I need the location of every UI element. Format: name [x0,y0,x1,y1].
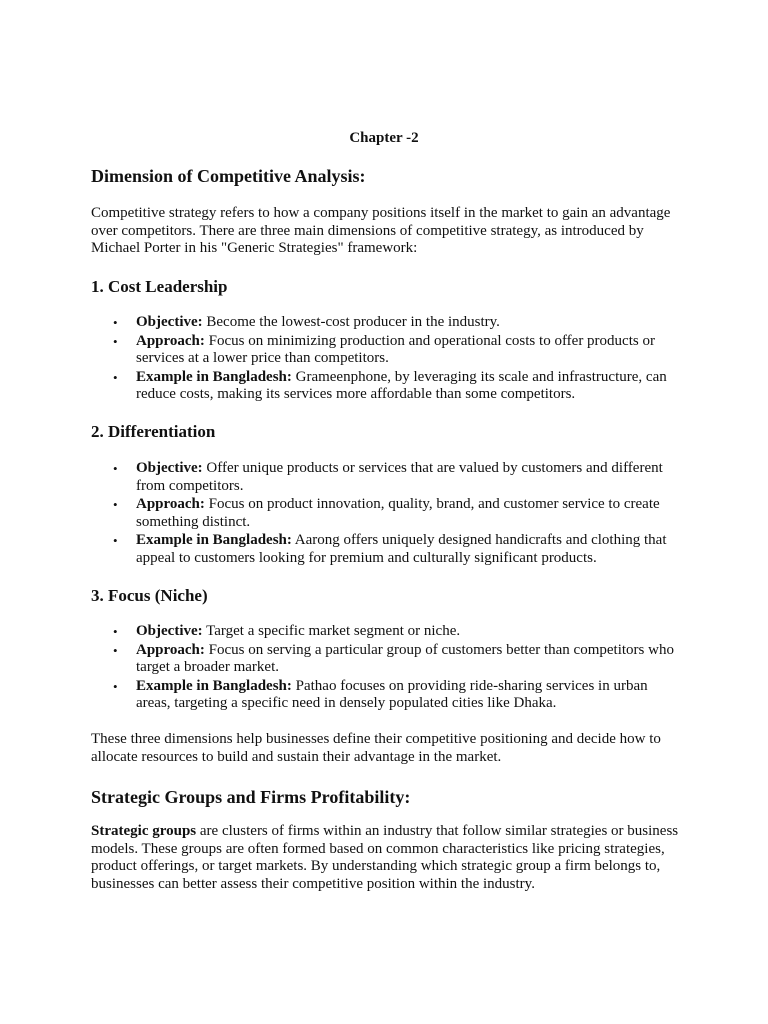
list-item [91,460,681,495]
strategic-groups-text: are clusters of firms within an industry that follow similar strategies or business models. These groups are often formed based on common characteristics like pricing strategies, product offerings, or target markets. By understanding which strategic group a firm belongs to, businesses can better assess their competitive position within the industry. [91,823,679,892]
item-text: Grameenphone, by leveraging its scale and infrastructure, can reduce costs, making its services more affordable than some competitors. [136,368,667,402]
item-label: Example in Bangladesh: [136,532,292,548]
item-label: Approach: [136,496,205,512]
item-label: Example in Bangladesh: [136,368,292,385]
item-text: Aarong offers uniquely designed handicrafts and clothing that appeal to customers looking for premium and culturally significant products. [136,532,667,566]
item-text: Focus on minimizing production and operational costs to offer products or services at a lower price than competitors. [136,332,655,366]
subheading-cost-leadership: 1. Cost Leadership [91,277,228,296]
item-text: Pathao focuses on providing ride-sharing services in urban areas, targeting a specific need in densely populated cities like Dhaka. [136,677,648,711]
list-item [91,532,681,567]
intro-paragraph: Competitive strategy refers to how a company positions itself in the market to gain an advantage over competitors. There are three main dimensions of competitive strategy, as introduced by Michael Porter in his "Generic Strategies" framework: [91,205,671,256]
bullet-icon: • [113,624,118,639]
list-item [91,623,681,641]
item-label: Objective: [136,623,203,639]
item-label: Objective: [136,314,203,330]
item-label: Approach: [136,332,205,349]
list-item [91,496,681,531]
differentiation-list [91,460,681,568]
cost-leadership-list [91,314,681,405]
bullet-icon: • [113,369,118,385]
bullet-icon: • [113,461,118,476]
conclusion-paragraph: These three dimensions help businesses define their competitive positioning and decide how to allocate resources to build and sustain their advantage in the market. [91,731,661,765]
list-item [91,333,681,368]
item-label: Objective: [136,460,203,476]
bullet-icon: • [113,642,118,658]
chapter-title: Chapter -2 [349,130,419,146]
section-heading-competitive-analysis: Dimension of Competitive Analysis: [91,166,366,186]
bullet-icon: • [113,315,118,330]
focus-niche-list [91,623,681,714]
item-text: Focus on product innovation, quality, brand, and customer service to create something distinct. [136,496,660,530]
item-text: Offer unique products or services that are valued by customers and different from competitors. [136,460,663,494]
strategic-groups-paragraph [91,823,681,893]
section-heading-strategic-groups: Strategic Groups and Firms Profitability: [91,787,411,807]
list-item [91,314,681,332]
list-item [91,642,681,677]
bullet-icon: • [113,678,118,694]
bullet-icon: • [113,533,118,548]
item-text: Become the lowest-cost producer in the industry. [202,314,500,330]
bullet-icon: • [113,497,118,512]
strategic-groups-term: Strategic groups [91,823,197,839]
subheading-focus-niche: 3. Focus (Niche) [91,586,208,605]
list-item [91,678,681,713]
subheading-differentiation: 2. Differentiation [91,422,216,441]
item-text: Focus on serving a particular group of customers better than competitors who target a broader market. [136,641,674,675]
bullet-icon: • [113,333,118,349]
item-text: Target a specific market segment or niche. [202,623,461,639]
item-label: Approach: [136,641,205,658]
item-label: Example in Bangladesh: [136,677,292,694]
list-item [91,369,681,404]
